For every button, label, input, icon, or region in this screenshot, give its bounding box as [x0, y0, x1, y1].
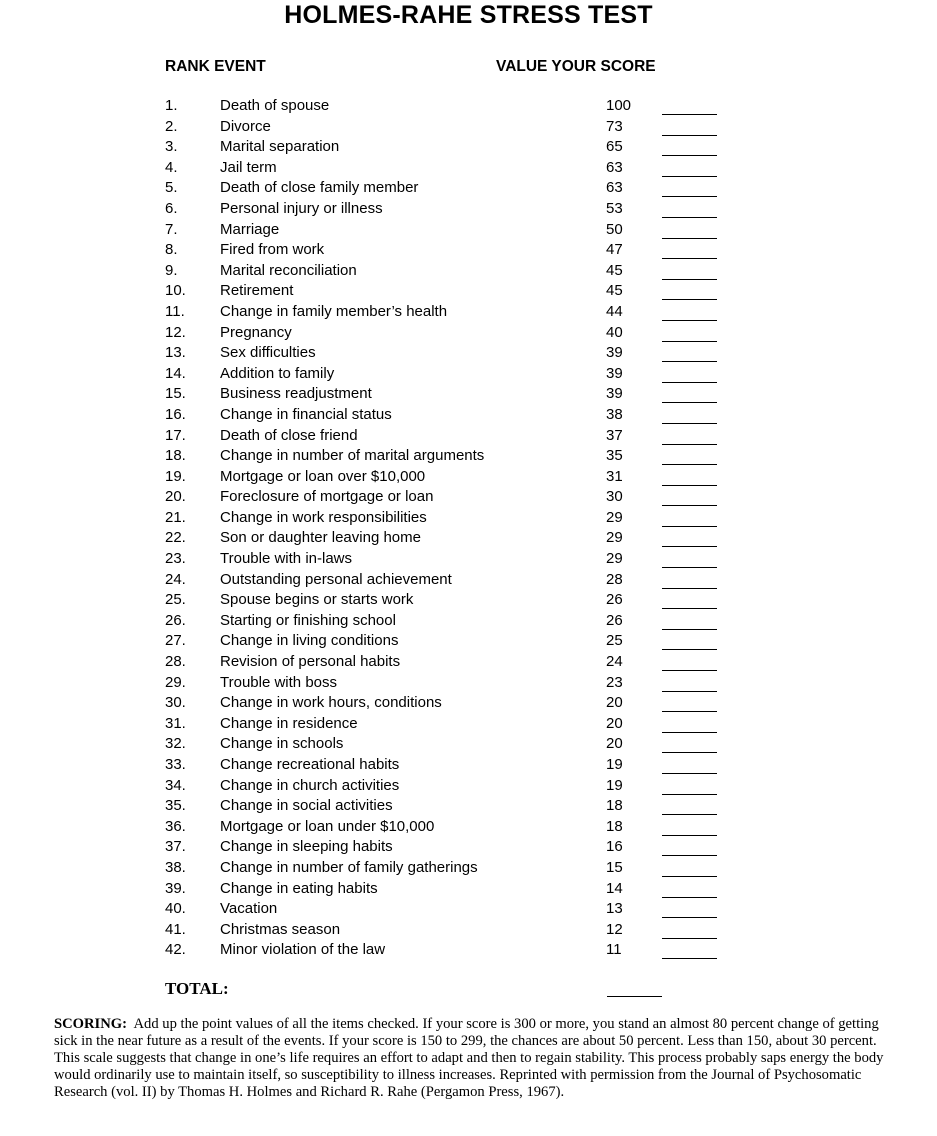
- event-rank: 29.: [165, 673, 186, 691]
- event-name: Change in social activities: [220, 797, 393, 815]
- event-value: 13: [606, 900, 623, 918]
- event-rank: 15.: [165, 385, 186, 403]
- event-name: Trouble with in-laws: [220, 550, 352, 568]
- total-label: TOTAL:: [165, 979, 229, 998]
- event-row: [0, 652, 937, 673]
- event-row: [0, 323, 937, 344]
- event-rank: 27.: [165, 632, 186, 650]
- event-value: 23: [606, 673, 623, 691]
- event-value: 24: [606, 653, 623, 671]
- event-rank: 12.: [165, 323, 186, 341]
- event-rank: 21.: [165, 508, 186, 526]
- event-value: 30: [606, 488, 623, 506]
- event-rank: 41.: [165, 920, 186, 938]
- event-value: 65: [606, 138, 623, 156]
- score-blank[interactable]: [662, 567, 717, 568]
- total-score-blank[interactable]: [607, 996, 662, 997]
- event-value: 20: [606, 714, 623, 732]
- event-rank: 32.: [165, 735, 186, 753]
- score-blank[interactable]: [662, 958, 717, 959]
- event-name: Marital reconciliation: [220, 261, 357, 279]
- event-row: [0, 364, 937, 385]
- event-value: 39: [606, 364, 623, 382]
- event-value: 15: [606, 858, 623, 876]
- event-row: [0, 611, 937, 632]
- score-blank[interactable]: [662, 299, 717, 300]
- event-name: Business readjustment: [220, 385, 372, 403]
- event-name: Change in schools: [220, 735, 344, 753]
- event-value: 29: [606, 529, 623, 547]
- event-rank: 7.: [165, 220, 178, 238]
- event-row: [0, 405, 937, 426]
- event-row: [0, 734, 937, 755]
- event-value: 18: [606, 817, 623, 835]
- event-name: Death of spouse: [220, 97, 330, 114]
- event-rank: 17.: [165, 426, 186, 444]
- event-name: Retirement: [220, 282, 294, 300]
- event-value: 37: [606, 426, 623, 444]
- event-rank: 24.: [165, 570, 186, 588]
- event-row: [0, 96, 937, 117]
- event-name: Marriage: [220, 220, 280, 238]
- event-name: Change in work responsibilities: [220, 508, 427, 526]
- event-value: 16: [606, 838, 623, 856]
- event-value: 40: [606, 323, 623, 341]
- event-value: 39: [606, 344, 623, 362]
- event-rank: 35.: [165, 797, 186, 815]
- score-blank[interactable]: [662, 629, 717, 630]
- event-name: Son or daughter leaving home: [220, 529, 421, 547]
- event-rank: 19.: [165, 467, 186, 485]
- score-blank[interactable]: [662, 773, 717, 774]
- event-row: [0, 137, 937, 158]
- event-row: [0, 776, 937, 797]
- event-value: 38: [606, 405, 623, 423]
- event-name: Minor violation of the law: [220, 941, 386, 959]
- event-name: Change in eating habits: [220, 879, 378, 897]
- score-blank[interactable]: [662, 855, 717, 856]
- event-row: [0, 837, 937, 858]
- event-name: Divorce: [220, 117, 271, 135]
- score-blank[interactable]: [662, 238, 717, 239]
- event-row: [0, 426, 937, 447]
- event-row: [0, 302, 937, 323]
- score-blank[interactable]: [662, 361, 717, 362]
- event-rank: 6.: [165, 199, 178, 217]
- event-rank: 10.: [165, 282, 186, 300]
- event-rank: 40.: [165, 900, 186, 918]
- event-row: [0, 467, 937, 488]
- event-row: [0, 693, 937, 714]
- event-rank: 25.: [165, 591, 186, 609]
- event-name: Fired from work: [220, 241, 325, 259]
- score-blank[interactable]: [662, 485, 717, 486]
- event-value: 63: [606, 158, 623, 176]
- event-value: 100: [606, 97, 632, 114]
- event-rank: 31.: [165, 714, 186, 732]
- score-blank[interactable]: [662, 135, 717, 136]
- score-blank[interactable]: [662, 897, 717, 898]
- score-blank[interactable]: [662, 691, 717, 692]
- event-row: [0, 858, 937, 879]
- event-name: Pregnancy: [220, 323, 292, 341]
- event-value: 25: [606, 632, 623, 650]
- event-value: 20: [606, 694, 623, 712]
- event-name: Starting or finishing school: [220, 611, 396, 629]
- event-rank: 16.: [165, 405, 186, 423]
- score-blank[interactable]: [662, 464, 717, 465]
- event-rank: 13.: [165, 344, 186, 362]
- event-row: [0, 920, 937, 941]
- event-name: Vacation: [220, 900, 278, 918]
- event-row: [0, 528, 937, 549]
- event-value: 45: [606, 282, 623, 300]
- event-row: [0, 940, 937, 961]
- score-blank[interactable]: [662, 814, 717, 815]
- event-value: 44: [606, 302, 623, 320]
- event-value: 20: [606, 735, 623, 753]
- score-blank[interactable]: [662, 546, 717, 547]
- event-rank: 11.: [165, 302, 185, 320]
- event-rank: 36.: [165, 817, 186, 835]
- event-name: Mortgage or loan over $10,000: [220, 467, 426, 485]
- score-blank[interactable]: [662, 938, 717, 939]
- score-blank[interactable]: [662, 279, 717, 280]
- event-name: Death of close family member: [220, 179, 419, 197]
- event-rank: 38.: [165, 858, 186, 876]
- event-name: Outstanding personal achievement: [220, 570, 452, 588]
- events-list: [0, 96, 937, 961]
- event-value: 19: [606, 756, 623, 773]
- event-value: 19: [606, 776, 623, 794]
- event-rank: 39.: [165, 879, 186, 897]
- score-blank[interactable]: [662, 444, 717, 445]
- event-rank: 8.: [165, 241, 178, 259]
- event-row: [0, 240, 937, 261]
- score-blank[interactable]: [662, 217, 717, 218]
- event-rank: 14.: [165, 364, 186, 382]
- score-blank[interactable]: [662, 711, 717, 712]
- score-blank[interactable]: [662, 423, 717, 424]
- event-name: Jail term: [220, 158, 277, 176]
- event-row: [0, 487, 937, 508]
- score-blank[interactable]: [662, 794, 717, 795]
- event-rank: 26.: [165, 611, 186, 629]
- event-name: Change in number of family gatherings: [220, 858, 478, 876]
- score-blank[interactable]: [662, 320, 717, 321]
- event-rank: 34.: [165, 776, 186, 794]
- event-name: Change in work hours, conditions: [220, 694, 442, 712]
- event-value: 28: [606, 570, 623, 588]
- event-rank: 42.: [165, 941, 186, 959]
- event-name: Sex difficulties: [220, 344, 316, 362]
- event-value: 39: [606, 385, 623, 403]
- event-row: [0, 261, 937, 282]
- score-blank[interactable]: [662, 114, 717, 115]
- event-row: [0, 178, 937, 199]
- event-rank: 5.: [165, 179, 178, 197]
- event-row: [0, 755, 937, 776]
- scoring-text: Add up the point values of all the items checked. If your score is 300 or more, you stand an almost 80 percent change of getting sick in the near future as a result of the events. If your score is 150 to 299, the chances are about 50 percent. Less than 150, about 30 percent. This scale suggests that change in one’s life requires an effort to adapt and then to regain stability. This process probably saps energy the body would ordinarily use to maintain itself, so susceptibility to illness increases. Reprinted with permission from the Journal of Psychosomatic Research (vol. II) by Thomas H. Holmes and Richard R. Rahe (Pergamon Press, 1967).: [54, 1016, 884, 1100]
- event-value: 12: [606, 920, 623, 938]
- event-row: [0, 199, 937, 220]
- score-blank[interactable]: [662, 608, 717, 609]
- score-blank[interactable]: [662, 670, 717, 671]
- event-row: [0, 590, 937, 611]
- event-row: [0, 796, 937, 817]
- event-name: Change recreational habits: [220, 756, 400, 773]
- event-value: 47: [606, 241, 623, 259]
- scoring-paragraph: [54, 1016, 894, 1101]
- event-row: [0, 158, 937, 179]
- event-rank: 22.: [165, 529, 186, 547]
- event-name: Christmas season: [220, 920, 341, 938]
- event-value: 29: [606, 508, 623, 526]
- event-name: Change in sleeping habits: [220, 838, 393, 856]
- event-value: 45: [606, 261, 623, 279]
- event-name: Change in number of marital arguments: [220, 447, 485, 465]
- event-row: [0, 570, 937, 591]
- score-blank[interactable]: [662, 176, 717, 177]
- score-blank[interactable]: [662, 649, 717, 650]
- event-name: Personal injury or illness: [220, 199, 383, 217]
- event-row: [0, 446, 937, 467]
- event-row: [0, 343, 937, 364]
- event-row: [0, 899, 937, 920]
- event-name: Spouse begins or starts work: [220, 591, 414, 609]
- event-row: [0, 631, 937, 652]
- event-name: Change in family member’s health: [220, 302, 448, 320]
- score-blank[interactable]: [662, 917, 717, 918]
- event-name: Mortgage or loan under $10,000: [220, 817, 435, 835]
- score-blank[interactable]: [662, 588, 717, 589]
- event-value: 50: [606, 220, 623, 238]
- event-row: [0, 384, 937, 405]
- event-rank: 4.: [165, 158, 178, 176]
- event-name: Change in residence: [220, 714, 358, 732]
- event-row: [0, 281, 937, 302]
- score-blank[interactable]: [662, 835, 717, 836]
- score-blank[interactable]: [662, 341, 717, 342]
- event-name: Change in living conditions: [220, 632, 399, 650]
- event-rank: 18.: [165, 447, 186, 465]
- score-blank[interactable]: [662, 752, 717, 753]
- event-name: Change in church activities: [220, 776, 400, 794]
- column-header-rank-event: RANK EVENT: [165, 58, 266, 75]
- event-name: Foreclosure of mortgage or loan: [220, 488, 434, 506]
- event-name: Change in financial status: [220, 405, 392, 423]
- event-row: [0, 817, 937, 838]
- event-value: 73: [606, 117, 623, 135]
- page-title: HOLMES-RAHE STRESS TEST: [284, 1, 653, 29]
- event-rank: 2.: [165, 117, 178, 135]
- event-value: 26: [606, 611, 623, 629]
- score-blank[interactable]: [662, 732, 717, 733]
- event-rank: 23.: [165, 550, 186, 568]
- event-rank: 20.: [165, 488, 186, 506]
- event-rank: 9.: [165, 261, 178, 279]
- score-blank[interactable]: [662, 505, 717, 506]
- event-value: 31: [606, 467, 623, 485]
- event-name: Death of close friend: [220, 426, 358, 444]
- score-blank[interactable]: [662, 155, 717, 156]
- event-rank: 33.: [165, 756, 186, 773]
- score-blank[interactable]: [662, 526, 717, 527]
- event-rank: 37.: [165, 838, 186, 856]
- event-value: 11: [606, 941, 622, 959]
- scoring-label: SCORING:: [54, 1016, 127, 1032]
- score-blank[interactable]: [662, 382, 717, 383]
- event-value: 18: [606, 797, 623, 815]
- event-name: Trouble with boss: [220, 673, 337, 691]
- event-rank: 3.: [165, 138, 178, 156]
- event-row: [0, 673, 937, 694]
- event-name: Revision of personal habits: [220, 653, 401, 671]
- event-name: Addition to family: [220, 364, 335, 382]
- score-blank[interactable]: [662, 876, 717, 877]
- event-value: 26: [606, 591, 623, 609]
- event-row: [0, 117, 937, 138]
- event-row: [0, 508, 937, 529]
- event-value: 63: [606, 179, 623, 197]
- event-value: 35: [606, 447, 623, 465]
- event-rank: 30.: [165, 694, 186, 712]
- column-header-value-score: VALUE YOUR SCORE: [496, 58, 656, 75]
- score-blank[interactable]: [662, 402, 717, 403]
- event-value: 29: [606, 550, 623, 568]
- event-value: 53: [606, 199, 623, 217]
- event-rank: 1.: [165, 97, 178, 114]
- score-blank[interactable]: [662, 258, 717, 259]
- event-value: 14: [606, 879, 623, 897]
- event-row: [0, 714, 937, 735]
- event-name: Marital separation: [220, 138, 340, 156]
- event-rank: 28.: [165, 653, 186, 671]
- event-row: [0, 220, 937, 241]
- event-row: [0, 879, 937, 900]
- event-row: [0, 549, 937, 570]
- score-blank[interactable]: [662, 196, 717, 197]
